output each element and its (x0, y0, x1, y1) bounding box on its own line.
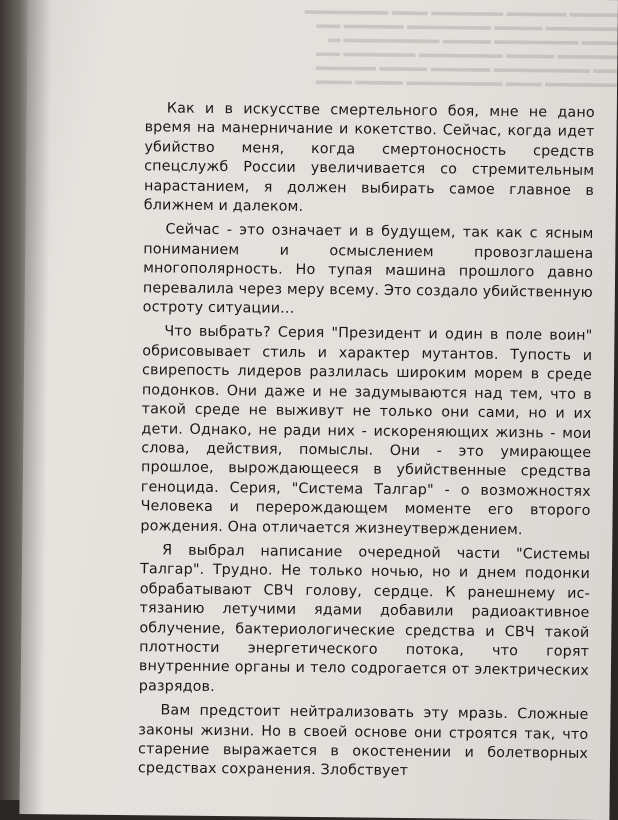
paragraph-5: Вам предстоит нейтрализовать эту мразь. Сложные законы жизни. Но в своей основе они строятся так, что старение выражается в окостенении и болетворных средствах сохранения. Злобствует (137, 702, 589, 780)
paragraph-3: Что выбрать? Серия "Президент и один в поле воин" обрисовывает стиль и характер мутантов. Тупость и свирепость лидеров разлилась широким морем в среде подонков. Они даже и не задумываются над тем, что в такой среде не выживут не только они сами, но и их дети. Однако, не ради них - искореняющих жизнь - мои слова, действия, помыслы. Они - это умирающее прошлое, вырождающееся в убийственные средства геноцида. Серия, "Система Талгар" - о возможностях Человека и перерождающем моменте его второго рождения. Она отличается жизнеутверждением. (140, 323, 593, 538)
paragraph-2: Сейчас - это означает и в будущем, так как с ясным пониманием и осмыслением провозглашена многополярность. Но тупая машина прошлого давно перевалила через меру всему. Это создало убийственную остроту ситуации... (142, 221, 594, 317)
body-text (138, 99, 595, 788)
book-page (19, 0, 618, 820)
show-through-texture: ▬▬▬▬ ▬▬▬▬▬ ▬▬▬▬▬▬ ▬▬▬ ▬▬▬▬▬▬▬ ▬▬▬▬▬▬ ▬▬▬▬ ▬▬▬▬▬▬▬ ▬▬▬▬▬ ▬▬ ▬▬▬ ▬▬▬▬▬▬▬ ▬▬▬▬ ▬▬▬▬▬▬▬▬ ▬ ▬▬▬▬▬ ▬▬▬▬ ▬▬▬▬▬▬▬ ▬▬▬▬▬▬ ▬▬ ▬▬ ▬▬▬▬▬▬▬▬ ▬▬▬▬▬ ▬▬▬▬ ▬▬▬▬▬ ▬▬▬▬▬▬ ▬▬▬ ▬▬▬▬▬▬▬▬ ▬▬▬▬ ▬▬▬ (304, 2, 618, 91)
paragraph-4: Я выбрал написание очередной части "Системы Талгар". Трудно. Не только ночью, но и днем подонки обрабатывают СВЧ голову, сердце. К ранешнему истязанию летучими ядами добавили радиоактивное облучение, бактериологические средства и СВЧ такой плотности энергетического потока, что горят внутренние органы и тело содрогается от электрических разрядов. (138, 542, 591, 695)
paragraph-1: Как и в искусстве смертельного боя, мне не дано время на манерничание и кокетство. Сейчас, когда идет убийство меня, когда смертоносность средств спецслужб России увеличивается со стремительным нарастанием, я должен выбирать самое главное в ближнем и далеком. (143, 100, 595, 215)
